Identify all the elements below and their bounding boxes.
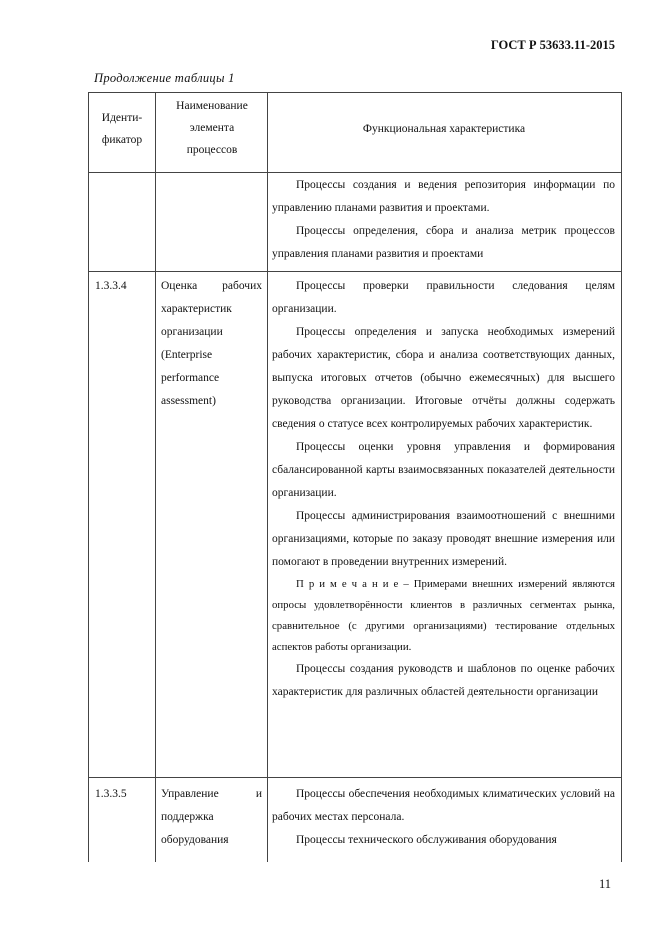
row-identifier: 1.3.3.5 (95, 788, 127, 800)
table-rule-row1-bottom (88, 271, 622, 272)
page-number: 11 (598, 877, 611, 891)
description-paragraph: Процессы обеспечения необходимых климатических условий на рабочих местах персонала. (272, 788, 615, 823)
table-rule-col1 (155, 92, 156, 862)
table-row (272, 174, 615, 266)
description-paragraph: Процессы создания руководств и шаблонов по оценке рабочих характеристик для различных областей деятельности организации (272, 663, 615, 698)
description-paragraph: Процессы определения и запуска необходимых измерений рабочих характеристик, сбора и анализа соответствующих данных, выпуска итоговых отчетов (обычно ежемесячных) для высшего руководства организации. Итоговые отчёты должны содержать сведения о статусе всех контролируемых рабочих характеристик. (272, 326, 615, 430)
note-label: П р и м е ч а н и е (296, 578, 399, 590)
table-rule-top (88, 92, 622, 93)
note-paragraph (272, 574, 615, 658)
table-rule-header-bottom (88, 172, 622, 173)
description-paragraph: Процессы технического обслуживания оборудования (296, 834, 557, 846)
description-paragraph: Процессы оценки уровня управления и формирования сбалансированной карты взаимосвязанных показателей деятельности организации. (272, 441, 615, 499)
note-text: – Примерами внешних измерений являются опросы удовлетворённости клиентов в различных сегментах рынка, сравнительное (с другими организациями) тестирование отдельных аспектов работы организации. (272, 578, 615, 653)
row-element-name: Управление и поддержка оборудования (161, 788, 262, 846)
table-row (272, 783, 615, 852)
description-paragraph: Процессы проверки правильности следования целям организации. (272, 280, 615, 315)
table-rule-right (621, 92, 622, 862)
table-continuation-caption: Продолжение таблицы 1 (94, 71, 235, 85)
table-rule-col2 (267, 92, 268, 862)
document-id: ГОСТ Р 53633.11-2015 (490, 38, 615, 52)
table-rule-left (88, 92, 89, 862)
row-identifier: 1.3.3.4 (95, 280, 127, 292)
description-paragraph: Процессы определения, сбора и анализа метрик процессов управления планами развития и проектами (272, 225, 615, 260)
column-header-element-name: Наименование элемента процессов (176, 100, 248, 156)
table-row (272, 275, 615, 704)
column-header-functional-description: Функциональная характеристика (362, 123, 526, 135)
description-paragraph: Процессы администрирования взаимоотношений с внешними организациями, которые по заказу проводят внешние измерения или помогают в проведении внутренних измерений. (272, 510, 615, 568)
row-element-name: Оценка рабочих характеристик организации (Enterprise performance assessment) (161, 280, 262, 407)
column-header-identifier: Иденти-фикатор (101, 112, 143, 146)
description-paragraph: Процессы создания и ведения репозитория информации по управлению планами развития и проектами. (272, 179, 615, 214)
table-rule-row2-bottom (88, 777, 622, 778)
